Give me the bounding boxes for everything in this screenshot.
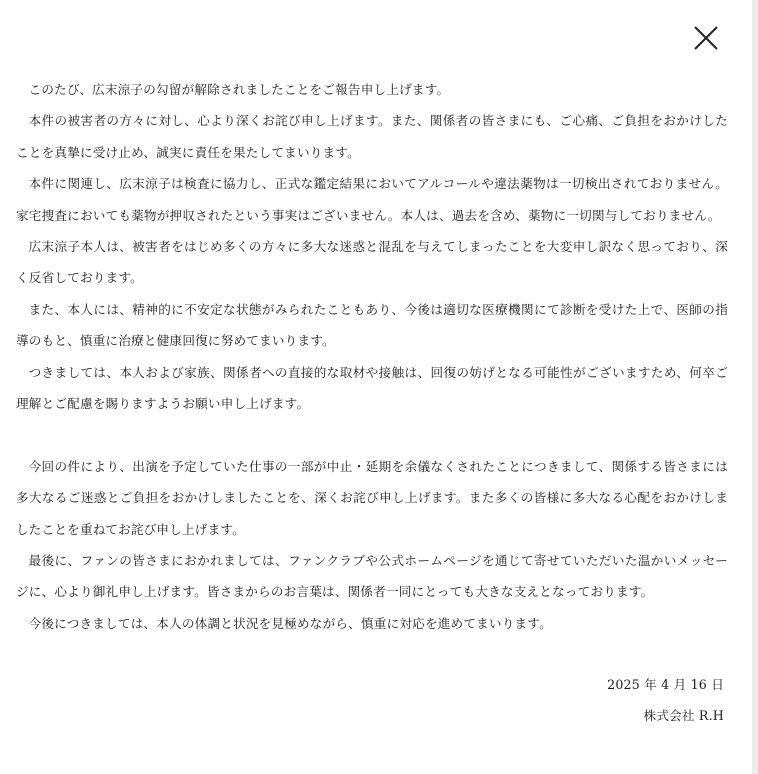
company-name: 株式会社 R.H bbox=[643, 708, 724, 723]
paragraph-gap bbox=[16, 419, 728, 450]
statement-body bbox=[16, 74, 728, 639]
scroll-edge bbox=[752, 0, 758, 774]
statement-date: 2025 年 4 月 16 日 bbox=[607, 677, 724, 692]
paragraph-drug-test: 本件に関連し、広末涼子は検査に協力し、正式な鑑定結果においてアルコールや違法薬物は一切検出されておりません。家宅捜査においても薬物が押収されたという事実はございません。本人は、過去を含め、薬物に一切関与しておりません。 bbox=[16, 176, 728, 223]
close-icon bbox=[690, 22, 722, 54]
paragraph-remorse: 広末涼子本人は、被害者をはじめ多くの方々に多大な迷惑と混乱を与えてしまったことを大変申し訳なく思っており、深く反省しております。 bbox=[16, 239, 728, 286]
close-button[interactable] bbox=[690, 22, 722, 54]
paragraph-medical-care: また、本人には、精神的に不安定な状態がみられたこともあり、今後は適切な医療機関にて診断を受けた上で、医師の指導のもと、慎重に治療と健康回復に努めてまいります。 bbox=[16, 301, 728, 349]
paragraph-apology-victims: 本件の被害者の方々に対し、心より深くお詫び申し上げます。また、関係者の皆さまにも、ご心痛、ご負担をおかけしたことを真摯に受け止め、誠実に責任を果たしてまいります。 bbox=[16, 113, 728, 160]
paragraph-release-report: このたび、広末涼子の勾留が解除されましたことをご報告申し上げます。 bbox=[28, 82, 450, 97]
paragraph-fan-thanks: 最後に、ファンの皆さまにおかれましては、ファンクラブや公式ホームページを通じて寄せていただいた温かいメッセージに、心より御礼申し上げます。皆さまからのお言葉は、関係者一同にとっても大きな支えとなっております。 bbox=[16, 553, 728, 600]
paragraph-privacy-request: つきましては、本人および家族、関係者への直接的な取材や接触は、回復の妨げとなる可能性がございますため、何卒ご理解とご配慮を賜りますようお願い申し上げます。 bbox=[16, 364, 728, 412]
paragraph-future: 今後につきましては、本人の体調と状況を見極めながら、慎重に対応を進めてまいります。 bbox=[28, 615, 552, 631]
paragraph-work-cancellation: 今回の件により、出演を予定していた仕事の一部が中止・延期を余儀なくされたことにつきまして、関係する皆さまには多大なるご迷惑とご負担をおかけしましたことを、深くお詫び申し上げます。また多くの皆様に多大なる心配をおかけしましたことを重ねてお詫び申し上げます。 bbox=[16, 458, 728, 537]
